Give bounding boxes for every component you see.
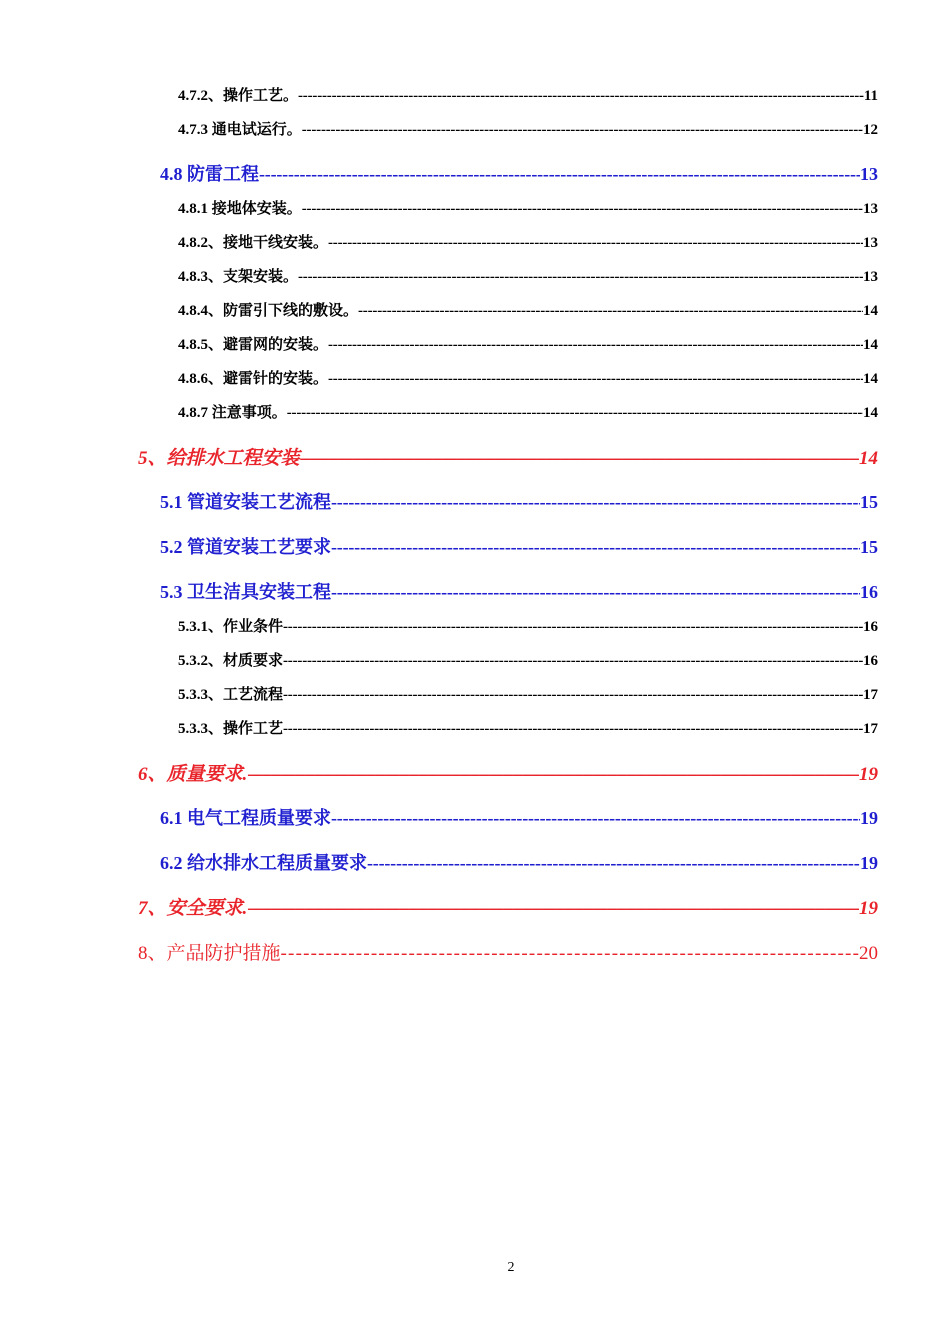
toc-entry-title: 5.3 卫生洁具安装工程 bbox=[160, 582, 331, 602]
toc-entry-4-8-2[interactable] bbox=[178, 231, 878, 252]
toc-leader-dots bbox=[283, 653, 863, 670]
toc-entry-title: 5、给排水工程安装 bbox=[138, 448, 300, 469]
toc-entry-title: 4.8.3、支架安装。 bbox=[178, 269, 299, 285]
toc-entry-title: 4.8.5、避雷网的安装。 bbox=[178, 337, 329, 353]
toc-entry-6-1[interactable] bbox=[160, 804, 878, 830]
toc-entry-4-8-4[interactable] bbox=[178, 299, 878, 320]
toc-entry-page: 14 bbox=[859, 448, 878, 469]
toc-entry-page: 15 bbox=[860, 537, 878, 557]
toc-entry-page: 19 bbox=[860, 808, 878, 828]
toc-entry-title: 4.8.4、防雷引下线的敷设。 bbox=[178, 303, 359, 319]
toc-entry-page: 19 bbox=[859, 898, 878, 919]
toc-leader-dots bbox=[367, 853, 860, 874]
toc-leader-dots bbox=[259, 164, 860, 185]
toc-leader-dots bbox=[302, 122, 863, 139]
toc-entry-page: 19 bbox=[860, 853, 878, 873]
toc-entry-5-3-1[interactable] bbox=[178, 615, 878, 636]
toc-entry-title: 4.8.7 注意事项。 bbox=[178, 405, 287, 421]
toc-leader-dots bbox=[328, 371, 863, 388]
toc-leader-dots bbox=[247, 764, 859, 786]
toc-entry-page: 13 bbox=[863, 201, 878, 217]
toc-entry-7[interactable] bbox=[138, 893, 878, 920]
toc-entry-title: 6.1 电气工程质量要求 bbox=[160, 808, 331, 828]
toc-entry-page: 15 bbox=[860, 492, 878, 512]
toc-entry-page: 17 bbox=[863, 687, 878, 703]
toc-entry-5-3-2[interactable] bbox=[178, 649, 878, 670]
toc-entry-page: 20 bbox=[859, 943, 878, 964]
toc-entry-title: 4.8 防雷工程 bbox=[160, 164, 259, 184]
toc-entry-title: 4.8.1 接地体安装。 bbox=[178, 201, 302, 217]
toc-entry-4-8-3[interactable] bbox=[178, 265, 878, 286]
toc-entry-title: 8、产品防护措施 bbox=[138, 943, 281, 964]
toc-entry-page: 14 bbox=[863, 371, 878, 387]
toc-leader-dots bbox=[247, 898, 859, 920]
toc-entry-page: 19 bbox=[859, 764, 878, 785]
toc-entry-4-8-6[interactable] bbox=[178, 367, 878, 388]
toc-entry-6-2[interactable] bbox=[160, 849, 878, 875]
page-number: 2 bbox=[507, 1260, 515, 1275]
toc-entry-page: 14 bbox=[863, 337, 878, 353]
toc-entry-8[interactable] bbox=[138, 938, 878, 965]
toc-entry-page: 17 bbox=[863, 721, 878, 737]
toc-entry-title: 5.3.1、作业条件 bbox=[178, 619, 284, 635]
toc-leader-dots bbox=[281, 943, 859, 965]
toc-entry-title: 7、安全要求. bbox=[138, 898, 248, 919]
toc-leader-dots bbox=[331, 492, 860, 513]
toc-entry-page: 11 bbox=[863, 88, 878, 104]
toc-entry-title: 5.3.3、工艺流程 bbox=[178, 687, 284, 703]
toc-entry-title: 6、质量要求. bbox=[138, 764, 248, 785]
toc-entry-title: 5.2 管道安装工艺要求 bbox=[160, 537, 331, 557]
toc-entry-title: 5.1 管道安装工艺流程 bbox=[160, 492, 331, 512]
toc-entry-page: 16 bbox=[863, 619, 878, 635]
toc-entry-6[interactable] bbox=[138, 759, 878, 786]
toc-leader-dots bbox=[298, 88, 864, 105]
toc-entry-4-7-2[interactable] bbox=[178, 84, 878, 105]
toc-leader-dots bbox=[328, 337, 863, 354]
toc-entry-title: 4.7.3 通电试运行。 bbox=[178, 122, 302, 138]
toc-leader-dots bbox=[298, 269, 863, 286]
toc-entry-page: 16 bbox=[860, 582, 878, 602]
toc-entry-4-8-7[interactable] bbox=[178, 401, 878, 422]
toc-leader-dots bbox=[358, 303, 863, 320]
toc-leader-dots bbox=[287, 405, 863, 422]
toc-entry-page: 13 bbox=[863, 269, 878, 285]
toc-leader-dots bbox=[331, 537, 860, 558]
toc-leader-dots bbox=[283, 687, 863, 704]
toc-entry-5[interactable] bbox=[138, 443, 878, 470]
toc-entry-5-3[interactable] bbox=[160, 578, 878, 604]
toc-leader-dots bbox=[331, 808, 860, 829]
toc-entry-4-8-1[interactable] bbox=[178, 197, 878, 218]
toc-entry-page: 16 bbox=[863, 653, 878, 669]
toc-entry-5-3-3-process[interactable] bbox=[178, 683, 878, 704]
toc-entry-4-7-3[interactable] bbox=[178, 118, 878, 139]
toc-entry-4-8-5[interactable] bbox=[178, 333, 878, 354]
toc-entry-page: 14 bbox=[863, 303, 878, 319]
toc-entry-title: 4.8.2、接地干线安装。 bbox=[178, 235, 329, 251]
toc-entry-page: 13 bbox=[860, 164, 878, 184]
toc-entry-title: 4.7.2、操作工艺。 bbox=[178, 88, 299, 104]
toc-entry-title: 5.3.2、材质要求 bbox=[178, 653, 284, 669]
toc-entry-title: 5.3.3、操作工艺 bbox=[178, 721, 284, 737]
toc-entry-5-1[interactable] bbox=[160, 488, 878, 514]
toc-leader-dots bbox=[302, 201, 863, 218]
toc-leader-dots bbox=[300, 448, 859, 470]
toc-entry-page: 12 bbox=[863, 122, 878, 138]
toc-leader-dots bbox=[283, 721, 863, 738]
toc-entry-5-3-3-operation[interactable] bbox=[178, 717, 878, 738]
toc-leader-dots bbox=[331, 582, 860, 603]
toc-entry-page: 14 bbox=[863, 405, 878, 421]
toc-entry-title: 6.2 给水排水工程质量要求 bbox=[160, 853, 367, 873]
toc-entry-4-8[interactable] bbox=[160, 160, 878, 186]
toc-leader-dots bbox=[283, 619, 863, 636]
toc-leader-dots bbox=[328, 235, 863, 252]
toc-entry-title: 4.8.6、避雷针的安装。 bbox=[178, 371, 329, 387]
toc-entry-page: 13 bbox=[863, 235, 878, 251]
toc-entry-5-2[interactable] bbox=[160, 533, 878, 559]
